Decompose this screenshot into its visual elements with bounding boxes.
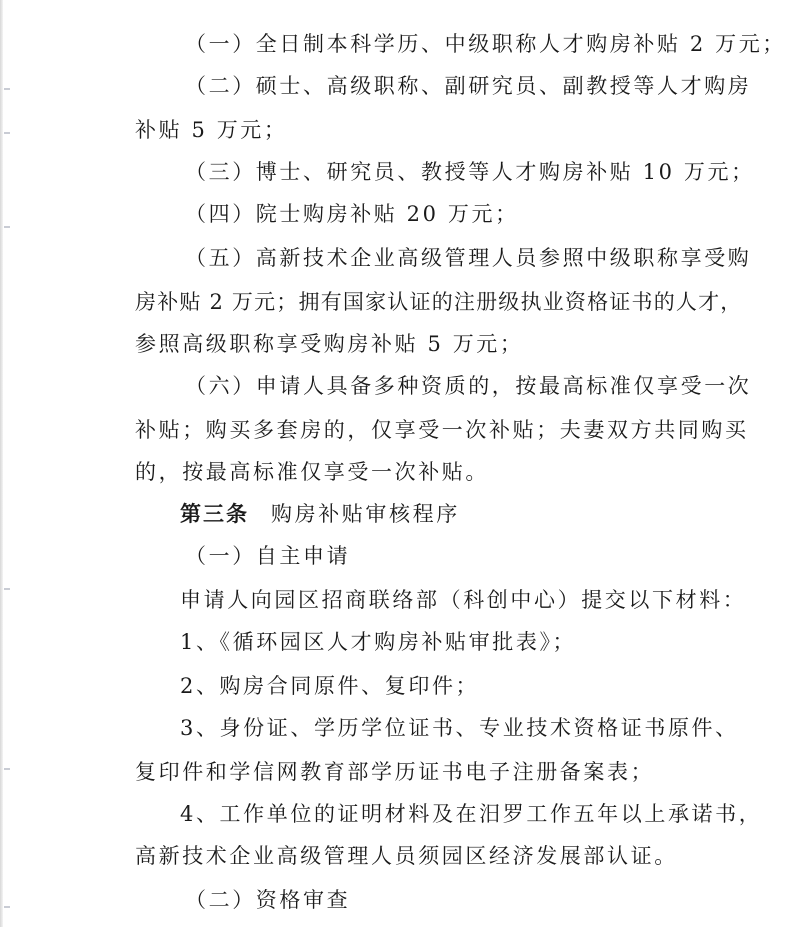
text-line: （六）申请人具备多种资质的，按最高标准仅享受一次	[185, 374, 752, 398]
text-line: 3、身份证、学历学位证书、专业技术资格证书原件、	[180, 716, 739, 740]
article-number: 第三条	[180, 502, 249, 526]
text-line: （三）博士、研究员、教授等人才购房补贴 10 万元；	[185, 160, 755, 184]
text-line: 的，按最高标准仅享受一次补贴。	[135, 460, 489, 484]
text-line: 申请人向园区招商联络部（科创中心）提交以下材料：	[180, 588, 747, 612]
text-line: 补贴；购买多套房的，仅享受一次补贴；夫妻双方共同购买	[135, 418, 749, 442]
text-line: 1、《循环园区人才购房补贴审批表》；	[180, 630, 577, 654]
text-line: 房补贴 2 万元；拥有国家认证的注册级执业资格证书的人才，	[135, 290, 743, 314]
text-line: 复印件和学信网教育部学历证书电子注册备案表；	[135, 760, 655, 784]
text-line: （四）院士购房补贴 20 万元；	[185, 202, 519, 226]
article-heading	[180, 500, 460, 528]
scan-mark	[4, 88, 10, 90]
scan-mark	[4, 588, 10, 590]
text-line: 高新技术企业高级管理人员须园区经济发展部认证。	[135, 844, 678, 868]
text-line: （一）自主申请	[185, 544, 351, 568]
scan-mark	[4, 906, 10, 908]
text-line: （二）资格审查	[185, 888, 351, 912]
text-line: （五）高新技术企业高级管理人员参照中级职称享受购	[185, 246, 752, 270]
text-line: 参照高级职称享受购房补贴 5 万元；	[135, 332, 524, 356]
text-line: 4、工作单位的证明材料及在汨罗工作五年以上承诺书，	[180, 802, 763, 826]
article-title: 购房补贴审核程序	[271, 502, 460, 526]
scan-mark	[4, 226, 10, 228]
text-line: （二）硕士、高级职称、副研究员、副教授等人才购房	[185, 74, 752, 98]
scan-mark	[4, 768, 10, 770]
text-line: 2、购房合同原件、复印件；	[180, 674, 480, 698]
text-line: （一）全日制本科学历、中级职称人才购房补贴 2 万元；	[185, 32, 786, 56]
scan-edge	[0, 0, 3, 927]
text-line: 补贴 5 万元；	[135, 118, 288, 142]
scan-mark	[4, 132, 10, 134]
